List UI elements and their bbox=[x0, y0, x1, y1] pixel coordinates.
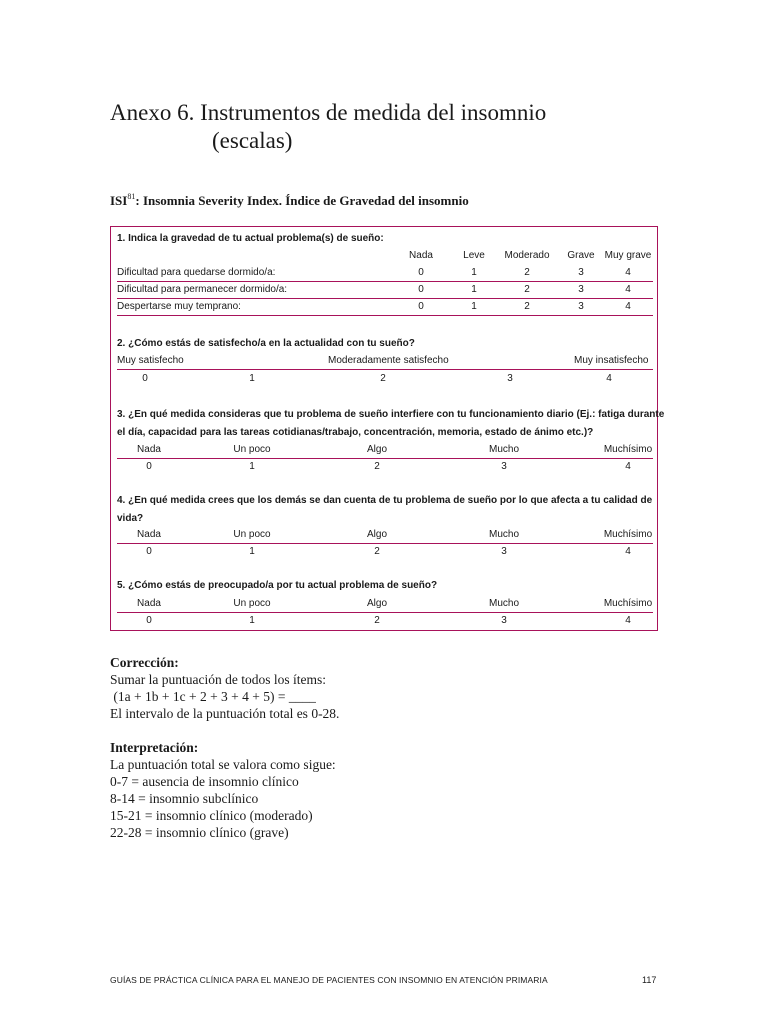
q2-anchor-right: Muy insatisfecho bbox=[574, 355, 649, 366]
q5-label: Nada bbox=[137, 598, 161, 609]
q2-divider bbox=[117, 369, 653, 370]
q1-row-b-value: 2 bbox=[524, 284, 530, 295]
q1-row-a-value: 1 bbox=[471, 267, 477, 278]
q5-value: 2 bbox=[374, 615, 380, 626]
q3-label: Nada bbox=[137, 444, 161, 455]
q1-row-b-label: Dificultad para permanecer dormido/a: bbox=[117, 284, 288, 295]
isi-questionnaire-box bbox=[110, 226, 665, 631]
q1-row-a-label: Dificultad para quedarse dormido/a: bbox=[117, 267, 276, 278]
q3-value: 4 bbox=[625, 461, 631, 472]
q1-row-c-value: 3 bbox=[578, 301, 584, 312]
q1-row-b-value: 3 bbox=[578, 284, 584, 295]
interpretacion-line: 8-14 = insomnio subclínico bbox=[110, 791, 259, 806]
q3-label: Un poco bbox=[233, 444, 271, 455]
q4-value: 4 bbox=[625, 546, 631, 557]
q5-value: 4 bbox=[625, 615, 631, 626]
q5-value: 1 bbox=[249, 615, 255, 626]
interpretacion-line: 15-21 = insomnio clínico (moderado) bbox=[110, 808, 313, 823]
q1-row-c-value: 2 bbox=[524, 301, 530, 312]
q1-row-c-label: Despertarse muy temprano: bbox=[117, 301, 241, 312]
q3-question: 3. ¿En qué medida consideras que tu problema de sueño interfiere con tu funcionamiento diario (Ej.: fatiga durante bbox=[117, 409, 665, 420]
q3-label: Mucho bbox=[488, 444, 520, 455]
q1-row-b-value: 1 bbox=[471, 284, 477, 295]
q5-value: 0 bbox=[146, 615, 152, 626]
q4-divider bbox=[117, 543, 653, 544]
interpretacion-line: 22-28 = insomnio clínico (grave) bbox=[110, 825, 289, 840]
q1-row-a-value: 2 bbox=[524, 267, 530, 278]
q5-value: 3 bbox=[501, 615, 507, 626]
q2-value: 0 bbox=[142, 373, 148, 384]
q1-row-c-value: 0 bbox=[418, 301, 424, 312]
q1-header-grave: Grave bbox=[567, 250, 595, 261]
q2-anchor-middle: Moderadamente satisfecho bbox=[328, 355, 449, 366]
q2-value: 2 bbox=[380, 373, 386, 384]
q1-row-b-value: 4 bbox=[625, 284, 631, 295]
q4-value: 1 bbox=[249, 546, 255, 557]
q1-row-c-value: 4 bbox=[625, 301, 631, 312]
q4-question: 4. ¿En qué medida crees que los demás se dan cuenta de tu problema de sueño por lo que afecta a tu calidad de bbox=[117, 495, 653, 506]
correccion-line: El intervalo de la puntuación total es 0-28. bbox=[110, 706, 340, 721]
q1-header-leve: Leve bbox=[463, 250, 485, 261]
q3-value: 1 bbox=[249, 461, 255, 472]
q1-row-a-value: 0 bbox=[418, 267, 424, 278]
q4-label: Mucho bbox=[488, 529, 520, 540]
correccion-heading: Corrección: bbox=[110, 655, 179, 670]
q1-row-divider bbox=[117, 281, 653, 282]
q4-label: Nada bbox=[137, 529, 161, 540]
q1-row-a-value: 4 bbox=[625, 267, 631, 278]
q5-label: Muchísimo bbox=[603, 598, 653, 609]
running-footer: GUÍAS DE PRÁCTICA CLÍNICA PARA EL MANEJO DE PACIENTES CON INSOMNIO EN ATENCIÓN PRIMARIA bbox=[110, 975, 548, 985]
q3-label: Muchísimo bbox=[603, 444, 653, 455]
q5-question: 5. ¿Cómo estás de preocupado/a por tu actual problema de sueño? bbox=[117, 580, 438, 591]
page-number: 117 bbox=[642, 975, 657, 985]
q3-value: 0 bbox=[146, 461, 152, 472]
isi-abbr: ISI bbox=[110, 193, 128, 208]
q2-value: 4 bbox=[606, 373, 612, 384]
page-title-continued: (escalas) bbox=[212, 128, 293, 153]
correccion-formula: (1a + 1b + 1c + 2 + 3 + 4 + 5) = ____ bbox=[110, 689, 316, 704]
interpretacion-heading: Interpretación: bbox=[110, 740, 199, 755]
q3-value: 3 bbox=[501, 461, 507, 472]
q4-value: 3 bbox=[501, 546, 507, 557]
q4-question-continued: vida? bbox=[117, 513, 144, 524]
correccion-line: Sumar la puntuación de todos los ítems: bbox=[110, 672, 326, 687]
isi-heading bbox=[110, 192, 469, 209]
q2-question: 2. ¿Cómo estás de satisfecho/a en la actualidad con tu sueño? bbox=[117, 338, 415, 349]
interpretacion-line: 0-7 = ausencia de insomnio clínico bbox=[110, 774, 299, 789]
q1-question: 1. Indica la gravedad de tu actual problema(s) de sueño: bbox=[117, 233, 384, 244]
q4-value: 0 bbox=[146, 546, 152, 557]
q4-value: 2 bbox=[374, 546, 380, 557]
q4-label: Algo bbox=[366, 529, 388, 540]
q3-label: Algo bbox=[366, 444, 388, 455]
q5-label: Algo bbox=[366, 598, 388, 609]
q3-question-continued: el día, capacidad para las tareas cotidianas/trabajo, concentración, memoria, estado de ánimo etc.)? bbox=[117, 427, 594, 438]
q5-label: Un poco bbox=[233, 598, 271, 609]
q1-row-divider bbox=[117, 298, 653, 299]
interpretacion-line: La puntuación total se valora como sigue: bbox=[110, 757, 336, 772]
q4-label: Muchísimo bbox=[603, 529, 653, 540]
q1-header-muy-grave: Muy grave bbox=[604, 250, 652, 261]
q2-value: 3 bbox=[507, 373, 513, 384]
q1-row-a-value: 3 bbox=[578, 267, 584, 278]
q1-row-c-value: 1 bbox=[471, 301, 477, 312]
q1-row-b-value: 0 bbox=[418, 284, 424, 295]
q1-row-divider bbox=[117, 315, 653, 316]
isi-heading-text: : Insomnia Severity Index. Índice de Gravedad del insomnio bbox=[135, 193, 469, 208]
isi-reference: 81 bbox=[127, 192, 136, 201]
q1-header-nada: Nada bbox=[409, 250, 433, 261]
page-title: Anexo 6. Instrumentos de medida del insomnio bbox=[110, 100, 547, 125]
q1-header-moderado: Moderado bbox=[504, 250, 550, 261]
q2-value: 1 bbox=[249, 373, 255, 384]
q5-label: Mucho bbox=[488, 598, 520, 609]
q3-divider bbox=[117, 458, 653, 459]
q3-value: 2 bbox=[374, 461, 380, 472]
q4-label: Un poco bbox=[233, 529, 271, 540]
q5-divider bbox=[117, 612, 653, 613]
q2-anchor-left: Muy satisfecho bbox=[117, 355, 184, 366]
